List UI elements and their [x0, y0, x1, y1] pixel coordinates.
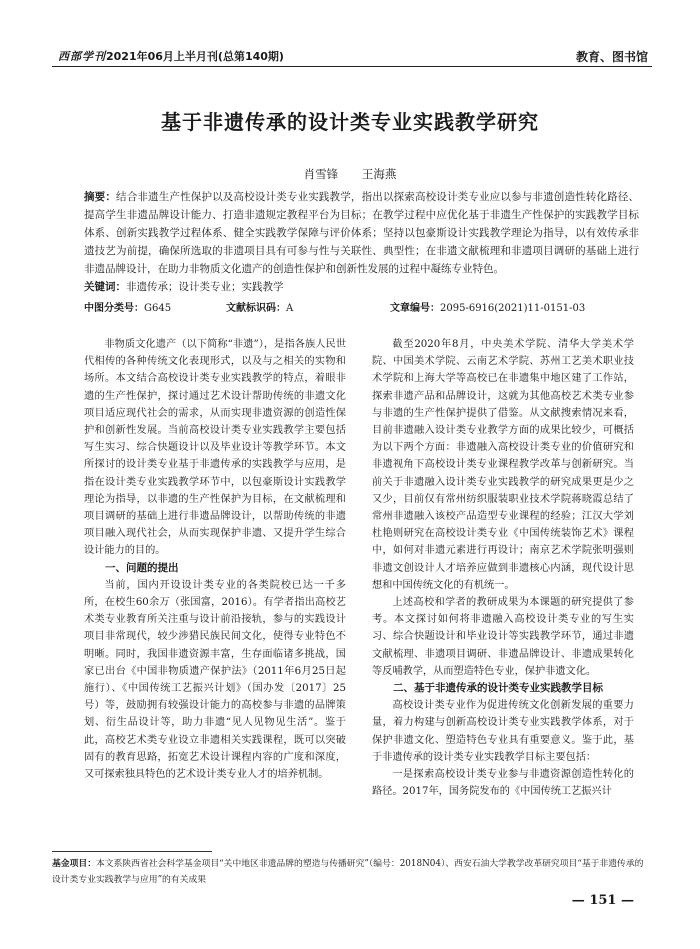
journal-name: 西部学刊 [58, 50, 106, 63]
keywords-label: 关键词： [84, 281, 126, 293]
footnote-text: 本文系陕西省社会科学基金项目“关中地区非遗品牌的塑造与传播研究”（编号：2018N04）、西安石油大学教学改革研究项目“基于非遗传承的设计类专业实践教学与应用”的有关成果 [52, 859, 644, 885]
paragraph: 高校设计类专业作为促进传统文化创新发展的重要力量，着力构建与创新高校设计类专业实践教学体系，对于保护非遗文化、塑造特色专业具有重要意义。鉴于此，基于非遗传承的设计类专业实践教学目标主要包括： [372, 700, 634, 763]
article-title: 基于非遗传承的设计类专业实践教学研究 [161, 110, 539, 134]
issue-info: 2021年06月上半月刊(总第140期) [106, 50, 284, 63]
keywords [84, 279, 284, 294]
clc-code: 中图分类号：G645 [84, 303, 172, 314]
footnote-label: 基金项目： [52, 859, 96, 869]
page-number: — 151 — [571, 893, 634, 908]
funding-footnote [52, 856, 648, 888]
body-column-left [84, 336, 346, 783]
section-heading: 一、问题的提出 [105, 561, 179, 574]
body-column-right [372, 336, 634, 800]
abstract-text: 结合非遗生产性保护以及高校设计类专业实践教学，指出以探索高校设计类专业应以参与非遗创造性转化路径、提高学生非遗品牌设计能力、打造非遗规定教程平台为目标；在教学过程中应优化基于非遗生产性保护的实践教学目标体系、创新实践教学过程体系、健全实践教学保障与评价体系；坚持以包豪斯设计实践教学理论为指导，以有效传承非遗技艺为前提，确保所选取的非遗项目具有可参与性与关联性、典型性；在非遗文献梳理和非遗项目调研的基础上进行非遗品牌设计，在助力非物质文化遗产的创造性保护和创新性发展的过程中凝练专业特色。 [84, 191, 639, 275]
footnote-rule [52, 851, 212, 852]
paragraph: 非物质文化遗产（以下简称“非遗”），是指各族人民世代相传的各种传统文化表现形式，以及与之相关的实物和场所。本文结合高校设计类专业实践教学的特点，着眼非遗的生产性保护，探讨通过艺术设计帮助传统的非遗文化项目适应现代社会的需求，从而实现非遗资源的创造性保护和创新性发展。当前高校设计类专业实践教学主要包括写生实习、综合快题设计以及毕业设计等教学环节。本文所探讨的设计类专业基于非遗传承的实践教学与应用，是指在设计类专业实践教学环节中，以包豪斯设计实践教学理论为指导，以非遗的生产性保护为目标，在文献梳理和项目调研的基础上进行非遗品牌设计，以帮助传统的非遗项目融入现代社会，从而实现保护非遗、又提升学生综合设计能力的目的。 [84, 339, 346, 557]
author: 肖雪锋 [303, 167, 339, 181]
author-list [0, 166, 700, 182]
paragraph: 上述高校和学者的教研成果为本课题的研究提供了参考。本文探讨如何将非遗融入高校设计类专业的写生实习、综合快题设计和毕业设计等实践教学环节，通过非遗文献梳理、非遗项目调研、非遗品牌设计、非遗成果转化等反哺教学，从而塑造特色专业，保护非遗文化。 [372, 597, 634, 677]
paragraph: 截至2020年8月，中央美术学院、清华大学美术学院、中国美术学院、云南艺术学院、苏州工艺美术职业技术学院和上海大学等高校已在非遗集中地区建了工作站，探索非遗产品和品牌设计，这就为其他高校艺术类专业参与非遗的生产性保护提供了借鉴。从文献搜索情况来看，目前非遗融入设计类专业教学方面的成果比较少，可概括为以下两个方面：非遗融入高校设计类专业的价值研究和非遗视角下高校设计类专业课程教学改革与创新研究。当前关于非遗融入设计类专业实践教学的研究成果更是少之又少，目前仅有常州纺织服装职业技术学院蒋晓霞总结了常州非遗融入该校产品造型专业课程的经验；江汉大学刘杜艳则研究在高校设计类专业《中国传统装饰艺术》课程中，如何对非遗元素进行再设计；南京艺术学院张明强则非遗文创设计人才培养应做到非遗核心内涵，现代设计思想和中国传统文化的有机统一。 [372, 339, 634, 591]
header-rule [52, 66, 652, 67]
keywords-text: 非遗传承；设计类专业；实践教学 [126, 281, 284, 293]
document-code: 文献标识码：A [226, 303, 294, 314]
section-heading: 二、基于非遗传承的设计类专业实践教学目标 [393, 682, 603, 695]
abstract [84, 188, 639, 278]
article-number: 文章编号：2095-6916(2021)11-0151-03 [390, 303, 586, 314]
author: 王海燕 [361, 167, 397, 181]
paragraph: 一是探索高校设计类专业参与非遗资源创造性转化的路径。2017年，国务院发布的《中国传统工艺振兴计 [372, 769, 634, 798]
paragraph: 当前，国内开设设计类专业的各类院校已达一千多所，在校生60余万（张国富，2016）。有学者指出高校艺术类专业教育所关注重与设计前沿接轨，参与的实践设计项目非常现代，较少涉猎民族民间文化，使得专业特色不明晰。同时，我国非遗资源丰富，生存面临诸多挑战，国家已出台《中国非物质遗产保护法》（2011年6月25日起施行）、《中国传统工艺振兴计划》（国办发〔2017〕25号）等，鼓励拥有较强设计能力的高校参与非遗的品牌策划、衍生品设计等，助力非遗“见人见物见生活”。鉴于此，高校艺术类专业设立非遗相关实践课程，既可以突破固有的教育思路，拓宽艺术设计课程内容的广度和深度，又可探索独具特色的艺术设计类专业人才的培养机制。 [84, 579, 346, 781]
section-name: 教育、图书馆 [575, 50, 648, 64]
running-header [58, 48, 284, 64]
abstract-label: 摘要： [84, 191, 117, 203]
